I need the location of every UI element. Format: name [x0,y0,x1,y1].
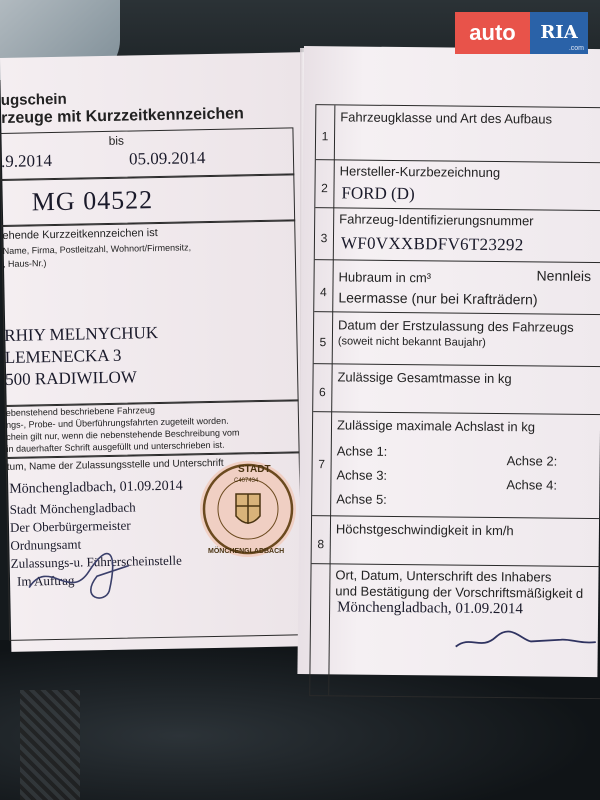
validity-box [0,127,294,181]
stamp-bottom-text: MÖNCHENGLADBACH [208,548,285,555]
document-title-line2: rzeuge mit Kurzzeitkennzeichen [0,105,244,127]
row-number: 4 [320,285,327,300]
date-to: 05.09.2014 [128,148,206,169]
row-label: Datum der Erstzulassung des Fahrzeugs [338,317,574,335]
plate-box [0,173,295,227]
vin-value: WF0VXXBDFV6T23292 [340,233,524,255]
row-label-2: und Bestätigung der Vorschriftsmäßigkeit d [335,583,584,601]
row-number: 2 [321,181,328,196]
row-number: 7 [318,457,326,472]
issuer-office: Der Oberbürgermeister [9,517,131,535]
signature-heading: tum, Name der Zulassungsstelle und Unterschrift [6,457,224,473]
row-displacement [314,259,600,315]
row-label: Fahrzeugklasse und Art des Aufbaus [340,109,553,127]
issuer-signature-note: Im Auftrag [16,572,75,589]
row-label: Hersteller-Kurzbezeichnung [339,163,501,181]
watermark-auto-text: auto [455,12,530,54]
row-vin [315,207,600,263]
holder-city: 500 RADIWILOW [4,367,138,389]
date-from: .9.2014 [0,151,53,171]
bis-label: bis [108,133,125,148]
stamp-number: C407434 [234,478,259,484]
row-number: 3 [320,231,328,246]
watermark-ria-text: RIA [530,12,588,54]
note-line-2: ngs-, Probe- und Überführungsfahrten zugeteilt worden. [5,415,229,430]
row-label: Fahrzeug-Identifizierungsnummer [339,211,534,229]
official-stamp [198,454,298,564]
axle-5-label: Achse 5: [336,491,387,507]
issuer-department: Ordnungsamt [10,536,82,553]
holder-subheading-1: Name, Firma, Postleitzahl, Wohnort/Firmensitz, [2,242,192,256]
manufacturer-value: FORD (D) [341,183,415,204]
row-max-speed [312,515,600,567]
row-axle-load [312,411,600,519]
axle-1-label: Achse 1: [336,443,388,459]
owner-signature [451,617,600,659]
axle-3-label: Achse 3: [336,467,388,483]
note-line-4: in dauerhafter Schrift ausgefüllt und unterschrieben ist. [6,439,225,454]
row-vehicle-class [316,105,600,163]
holder-name: RHIY MELNYCHUK [4,323,159,345]
issuer-unit: Zulassungs-u. Führerscheinstelle [10,552,182,571]
handwritten-signature [18,545,169,608]
issuer-city: Stadt Mönchengladbach [9,499,136,517]
note-line-3: chein gilt nur, wenn die nebenstehende Beschreibung vom [6,427,240,442]
row-label-2: Leermasse (nur bei Krafträdern) [338,289,538,308]
row-label: Zulässige maximale Achslast in kg [336,417,536,435]
row-owner-signature [310,563,600,696]
power-label: Nennleis [536,267,592,285]
row-label: Hubraum in cm³ [338,269,432,286]
right-document-card [297,46,600,677]
issue-place-date: Mönchengladbach, 01.09.2014 [9,478,183,497]
owner-place-date: Mönchengladbach, 01.09.2014 [337,599,523,618]
bag-strap [20,690,80,800]
row-label: Ort, Datum, Unterschrift des Inhabers [335,567,552,585]
vehicle-data-table [309,104,600,699]
row-number: 5 [319,335,327,350]
autoria-watermark [455,12,588,54]
axle-2-label: Achse 2: [506,453,558,469]
row-label: Zulässige Gesamtmasse in kg [337,369,512,387]
note-line-1: ebenstehend beschriebene Fahrzeug [5,405,156,418]
row-manufacturer [315,159,600,211]
row-first-registration [314,311,600,367]
row-label-2: (soweit nicht bekannt Baujahr) [337,335,486,349]
axle-4-label: Achse 4: [506,477,558,493]
document-title-line1: ugschein [0,90,67,109]
row-label: Höchstgeschwindigkeit in km/h [335,521,514,539]
holder-subheading-2: , Haus-Nr.) [2,258,47,269]
row-number: 8 [317,537,325,552]
plate-number: MG 04522 [31,185,154,217]
holder-box [1,219,298,407]
row-number: 1 [321,129,329,144]
row-number: 6 [318,385,326,400]
row-total-mass [313,363,600,415]
stamp-top-text: STADT [238,464,271,475]
holder-street: LEMENECKA 3 [4,345,122,367]
note-box [5,399,300,459]
watermark-domain-text: .com [568,45,584,52]
holder-heading: ehende Kurzzeitkennzeichen ist [2,227,158,242]
